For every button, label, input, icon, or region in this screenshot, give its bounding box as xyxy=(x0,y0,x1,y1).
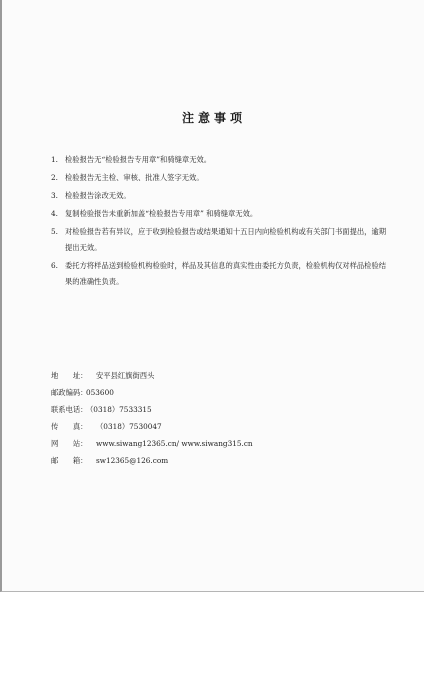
postcode-value: 053600 xyxy=(86,388,114,397)
note-number: 1. xyxy=(51,155,58,164)
email-row xyxy=(51,452,381,469)
fax-value: （0318）7530047 xyxy=(96,422,162,431)
fax-row xyxy=(51,418,381,435)
note-text: 检验报告涂改无效。 xyxy=(65,191,131,200)
note-item xyxy=(51,224,391,256)
address-row xyxy=(51,367,381,384)
note-item xyxy=(51,258,391,290)
note-text: 检验报告无主检、审核、批准人签字无效。 xyxy=(65,173,204,182)
fax-label: 传 真： xyxy=(51,422,88,431)
address-label: 地 址： xyxy=(51,371,88,380)
note-number: 2. xyxy=(51,173,58,182)
postcode-label: 邮政编码： xyxy=(51,388,88,397)
note-number: 3. xyxy=(51,191,58,200)
note-number: 6. xyxy=(51,261,58,270)
note-text: 复制检验报告未重新加盖“检验报告专用章” 和骑缝章无效。 xyxy=(65,209,258,218)
phone-label: 联系电话： xyxy=(51,405,88,414)
note-item xyxy=(51,188,391,204)
note-item xyxy=(51,206,391,222)
note-text: 委托方将样品送到检验机构检验时，样品及其信息的真实性由委托方负责，检验机构仅对样品检验结果的准确性负责。 xyxy=(65,261,387,286)
note-number: 5. xyxy=(51,227,58,236)
note-number: 4. xyxy=(51,209,58,218)
email-label: 邮 箱： xyxy=(51,456,88,465)
note-item xyxy=(51,152,391,168)
page-title: 注意事项 xyxy=(181,111,246,125)
email-value: sw12365@126.com xyxy=(96,456,169,465)
notes-list xyxy=(51,152,391,292)
note-text: 对检验报告若有异议，应于收到检验报告或结果通知十五日内向检验机构或有关部门书面提出，逾期提出无效。 xyxy=(65,227,387,252)
contact-info xyxy=(51,367,381,469)
address-value: 安平县红旗街西头 xyxy=(96,371,155,380)
note-item xyxy=(51,170,391,186)
website-row xyxy=(51,435,381,452)
website-label: 网 站： xyxy=(51,439,88,448)
website-value: www.siwang12365.cn/ www.siwang315.cn xyxy=(96,439,253,448)
phone-value: （0318）7533315 xyxy=(86,405,152,414)
postcode-row xyxy=(51,384,381,401)
phone-row xyxy=(51,401,381,418)
note-text: 检验报告无“检验报告专用章”和骑缝章无效。 xyxy=(65,155,212,164)
